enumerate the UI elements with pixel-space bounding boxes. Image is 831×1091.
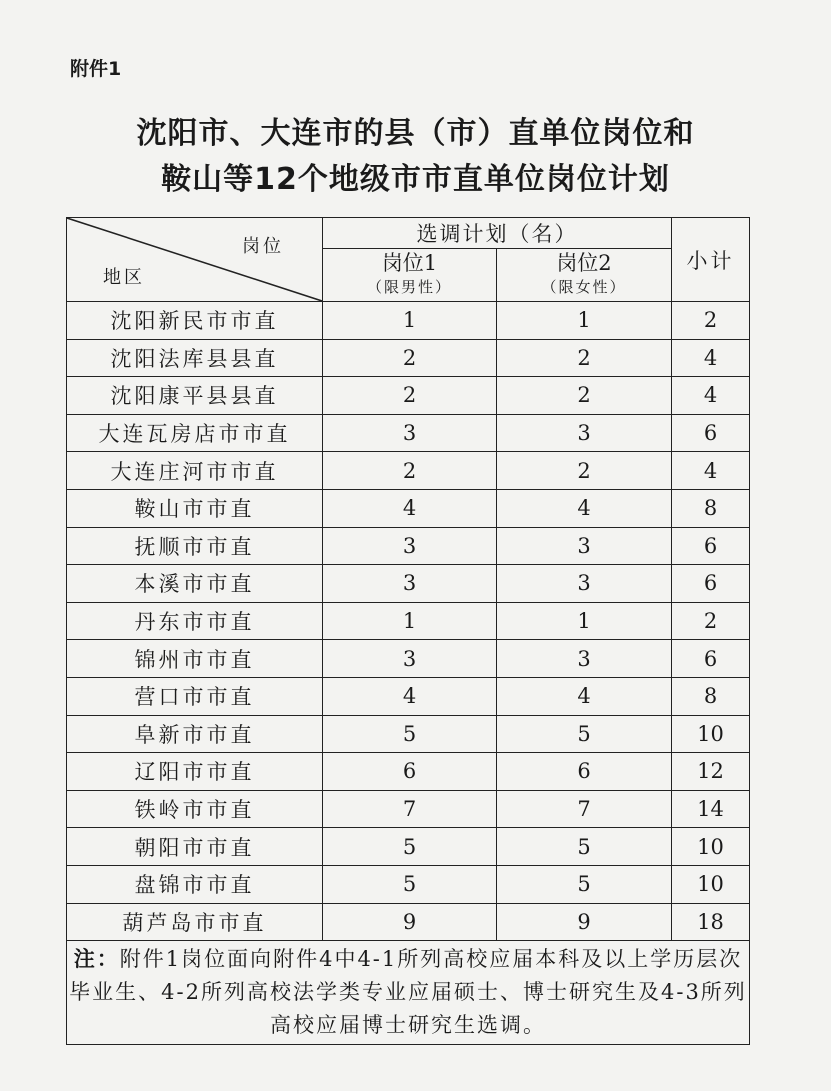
table-row [67, 640, 750, 678]
subtotal-cell: 10 [672, 715, 750, 753]
post1-cell: 3 [323, 640, 497, 678]
table-row [67, 489, 750, 527]
post2-cell: 3 [497, 565, 672, 603]
post2-cell: 3 [497, 640, 672, 678]
post2-cell: 7 [497, 790, 672, 828]
region-cell: 葫芦岛市市直 [67, 903, 323, 941]
post2-cell: 5 [497, 828, 672, 866]
attachment-label: 附件1 [70, 58, 122, 80]
post2-cell: 3 [497, 414, 672, 452]
corner-header-cell [67, 218, 323, 302]
region-cell: 营口市市直 [67, 677, 323, 715]
position-plan-table [66, 217, 750, 1045]
subtotal-cell: 10 [672, 828, 750, 866]
subtotal-cell: 6 [672, 565, 750, 603]
post2-cell: 5 [497, 865, 672, 903]
table-row [67, 339, 750, 377]
post2-restriction: （限女性） [541, 278, 627, 296]
subtotal-cell: 8 [672, 489, 750, 527]
region-cell: 沈阳法库县县直 [67, 339, 323, 377]
table-row [67, 602, 750, 640]
table-row [67, 903, 750, 941]
post1-cell: 2 [323, 339, 497, 377]
subtotal-header: 小计 [672, 218, 750, 302]
plan-header: 选调计划（名） [323, 218, 672, 249]
subtotal-cell: 12 [672, 753, 750, 791]
post2-title: 岗位2 [556, 251, 612, 275]
post2-cell: 4 [497, 677, 672, 715]
post2-cell: 5 [497, 715, 672, 753]
subtotal-cell: 6 [672, 527, 750, 565]
note-text: 附件1岗位面向附件4中4-1所列高校应届本科及以上学历层次毕业生、4-2所列高校法学类专业应届硕士、博士研究生及4-3所列高校应届博士研究生选调。 [69, 947, 747, 1038]
table-row [67, 565, 750, 603]
post1-cell: 5 [323, 828, 497, 866]
region-cell: 大连瓦房店市市直 [67, 414, 323, 452]
post2-cell: 2 [497, 339, 672, 377]
table-row [67, 865, 750, 903]
post2-cell: 4 [497, 489, 672, 527]
note-label: 注： [73, 947, 120, 972]
corner-label-region: 地区 [103, 267, 145, 288]
post2-cell: 9 [497, 903, 672, 941]
post2-header [497, 249, 672, 302]
region-cell: 大连庄河市市直 [67, 452, 323, 490]
subtotal-cell: 4 [672, 452, 750, 490]
subtotal-cell: 4 [672, 377, 750, 415]
table-row [67, 414, 750, 452]
post2-cell: 1 [497, 602, 672, 640]
post2-cell: 3 [497, 527, 672, 565]
post1-cell: 5 [323, 715, 497, 753]
post2-cell: 2 [497, 452, 672, 490]
table-row [67, 527, 750, 565]
post1-cell: 2 [323, 452, 497, 490]
region-cell: 盘锦市市直 [67, 865, 323, 903]
subtotal-cell: 2 [672, 302, 750, 340]
table-row [67, 753, 750, 791]
post2-cell: 1 [497, 302, 672, 340]
post1-cell: 1 [323, 302, 497, 340]
post1-cell: 3 [323, 414, 497, 452]
post1-cell: 3 [323, 527, 497, 565]
region-cell: 锦州市市直 [67, 640, 323, 678]
post1-cell: 4 [323, 489, 497, 527]
subtotal-cell: 10 [672, 865, 750, 903]
subtotal-cell: 8 [672, 677, 750, 715]
post1-restriction: （限男性） [366, 278, 452, 296]
table-row [67, 790, 750, 828]
subtotal-cell: 2 [672, 602, 750, 640]
post1-title: 岗位1 [381, 251, 438, 275]
region-cell: 铁岭市市直 [67, 790, 323, 828]
post1-cell: 1 [323, 602, 497, 640]
page-title-line-2: 鞍山等12个地级市市直单位岗位计划 [161, 162, 670, 197]
table-row [67, 828, 750, 866]
post2-cell: 2 [497, 377, 672, 415]
subtotal-cell: 18 [672, 903, 750, 941]
post1-cell: 9 [323, 903, 497, 941]
post1-cell: 5 [323, 865, 497, 903]
subtotal-cell: 6 [672, 414, 750, 452]
region-cell: 鞍山市市直 [67, 489, 323, 527]
post1-cell: 7 [323, 790, 497, 828]
post1-cell: 4 [323, 677, 497, 715]
table-note [67, 941, 750, 1045]
region-cell: 丹东市市直 [67, 602, 323, 640]
post1-header [323, 249, 497, 302]
table-row [67, 377, 750, 415]
table-row [67, 302, 750, 340]
region-cell: 沈阳新民市市直 [67, 302, 323, 340]
page-title-line-1: 沈阳市、大连市的县（市）直单位岗位和 [136, 116, 695, 151]
subtotal-cell: 4 [672, 339, 750, 377]
post2-cell: 6 [497, 753, 672, 791]
post1-cell: 2 [323, 377, 497, 415]
table-row [67, 452, 750, 490]
table-row [67, 677, 750, 715]
region-cell: 辽阳市市直 [67, 753, 323, 791]
region-cell: 朝阳市市直 [67, 828, 323, 866]
post1-cell: 6 [323, 753, 497, 791]
table-row [67, 715, 750, 753]
subtotal-cell: 14 [672, 790, 750, 828]
corner-label-post: 岗位 [242, 236, 284, 257]
post1-cell: 3 [323, 565, 497, 603]
region-cell: 阜新市市直 [67, 715, 323, 753]
region-cell: 抚顺市市直 [67, 527, 323, 565]
region-cell: 本溪市市直 [67, 565, 323, 603]
region-cell: 沈阳康平县县直 [67, 377, 323, 415]
subtotal-cell: 6 [672, 640, 750, 678]
